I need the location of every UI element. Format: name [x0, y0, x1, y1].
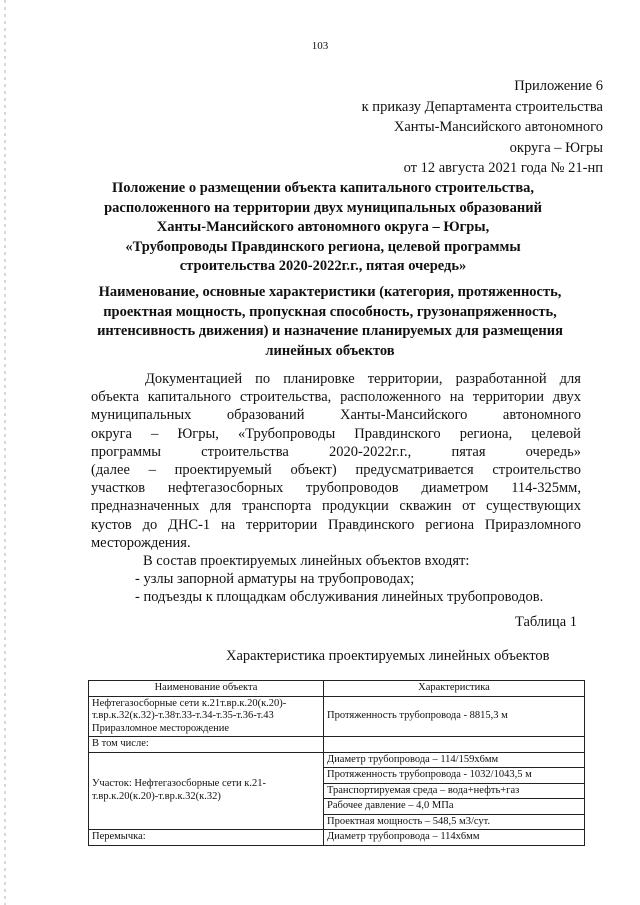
paragraph-word: трубопроводов: [306, 480, 399, 497]
title-line: Положение о размещении объекта капитального строительства,: [111, 180, 535, 196]
paragraph-word: на: [220, 516, 236, 533]
paragraph-line: [91, 479, 581, 497]
paragraph-word: муниципальных: [91, 407, 192, 424]
paragraph-word: диаметром: [421, 480, 489, 497]
table-row: [89, 752, 585, 768]
body-text: [91, 370, 581, 607]
table-cell: Проектная мощность – 548,5 м3/сут.: [324, 814, 585, 830]
paragraph-word: строительство: [492, 462, 581, 479]
paragraph-word: продукции: [321, 498, 389, 515]
paragraph-word: территории: [472, 389, 544, 406]
table-cell: Протяженность трубопровода - 1032/1043,5 м: [324, 768, 585, 784]
paragraph-word: существующих: [486, 498, 581, 515]
appendix-line: Приложение 6: [514, 78, 603, 94]
table-row: [89, 830, 585, 846]
paragraph-word: до: [142, 516, 158, 533]
paragraph-word: региона: [425, 516, 475, 533]
characteristics-table: [88, 680, 585, 846]
paragraph-word: участков: [91, 480, 146, 497]
table-cell: Протяженность трубопровода - 8815,3 м: [324, 696, 585, 737]
paragraph-word: объект): [290, 462, 337, 479]
table-label: Таблица 1: [514, 614, 577, 630]
title-line: строительства 2020-2022г.г., пятая очередь»: [179, 258, 467, 274]
paragraph-word: –: [148, 462, 156, 479]
paragraph-word: двух: [552, 389, 581, 406]
title-line: расположенного на территории двух муниципальных образований: [104, 199, 542, 216]
section-heading: [75, 283, 585, 361]
paragraph-word: 114-325мм,: [511, 480, 581, 497]
paragraph-word: строительства,: [239, 389, 332, 406]
table-cell: В том числе:: [89, 737, 324, 753]
paragraph-word: предназначенных: [91, 498, 200, 515]
paragraph-word: капитального: [147, 389, 232, 406]
paragraph-line: [91, 497, 581, 515]
title-line: Ханты-Мансийского автономного округа – Югры,: [156, 219, 490, 235]
paragraph-word: кустов: [91, 516, 132, 533]
table-cell: Участок: Нефтегазосборные сети к.21-т.вр.к.20(к.20)-т.вр.к.32(к.32): [89, 752, 324, 830]
paragraph-word: для: [559, 371, 581, 387]
table-row: [89, 737, 585, 753]
appendix-line: округа – Югры: [509, 139, 603, 156]
paragraph-line: [91, 443, 581, 461]
paragraph-line: [91, 370, 581, 388]
paragraph-word: округа: [91, 425, 132, 442]
document-title: [78, 179, 568, 277]
paragraph-word: (далее: [91, 462, 130, 479]
paragraph-word: предусматривается: [355, 462, 474, 479]
body-paragraph: [91, 370, 581, 552]
paragraph-word: на: [449, 389, 464, 406]
paragraph-word: Приразломного: [484, 516, 581, 533]
paragraph-word: планировке: [283, 371, 355, 387]
heading-line: проектная мощность, пропускная способность, грузонапряженность,: [103, 303, 557, 320]
title-line: «Трубопроводы Правдинского региона, целевой программы: [125, 238, 521, 255]
paragraph-word: региона,: [459, 425, 513, 442]
table-cell: Перемычка:: [89, 830, 324, 846]
table-cell: Диаметр трубопровода – 114/159х6мм: [324, 752, 585, 768]
heading-line: линейных объектов: [265, 342, 395, 359]
list-intro: В состав проектируемых линейных объектов входят:: [143, 553, 470, 570]
paragraph-line: [91, 461, 581, 479]
paragraph-word: от: [462, 498, 476, 515]
paragraph-word: образований: [226, 407, 305, 424]
paragraph-word: программы: [91, 443, 161, 460]
paragraph-word: Правдинского: [328, 516, 415, 533]
paragraph-word: расположенного: [340, 389, 441, 406]
appendix-line: к приказу Департамента строительства: [361, 98, 603, 115]
table-cell: Нефтегазосборные сети к.21т.вр.к.20(к.20)-т.вр.к.32(к.32)-т.38т.33-т.34-т.35-т.36-т.43 Приразломное месторождение: [89, 696, 324, 737]
table-header-cell: Характеристика: [324, 681, 585, 697]
paragraph-word: автономного: [502, 407, 581, 424]
table-cell: Рабочее давление – 4,0 МПа: [324, 799, 585, 815]
paragraph-line: [91, 406, 581, 424]
paragraph-word: по: [255, 371, 271, 387]
paragraph-word: Ханты-Мансийского: [339, 407, 468, 424]
appendix-line: от 12 августа 2021 года № 21-нп: [403, 160, 603, 176]
paragraph-word: Документацией: [145, 371, 243, 387]
paragraph-word: 2020-2022г.г.,: [328, 443, 412, 460]
table-row: [89, 696, 585, 737]
appendix-line: Ханты-Мансийского автономного: [393, 119, 603, 135]
scan-edge-artifact: [4, 0, 6, 905]
list-item: - подъезды к площадкам обслуживания линейных трубопроводов.: [135, 589, 544, 606]
list-item: - узлы запорной арматуры на трубопроводах;: [135, 571, 415, 588]
paragraph-word: проектируемый: [174, 462, 272, 479]
table-header-cell: Наименование объекта: [89, 681, 324, 697]
table-cell: Транспортируемая среда – вода+нефть+газ: [324, 783, 585, 799]
paragraph-word: ДНС-1: [168, 516, 211, 533]
paragraph-word: транспорта: [241, 498, 312, 515]
paragraph-word: очередь»: [525, 443, 581, 460]
paragraph-word: разработанной: [455, 371, 547, 387]
appendix-header: [303, 76, 603, 179]
paragraph-line: [91, 516, 581, 534]
table-cell: Диаметр трубопровода – 114х6мм: [324, 830, 585, 846]
paragraph-line: [91, 425, 581, 443]
table-caption: Характеристика проектируемых линейных объектов: [226, 648, 550, 664]
paragraph-word: –: [151, 425, 159, 442]
paragraph-word: Югры,: [177, 425, 219, 442]
paragraph-word: территории,: [367, 371, 443, 387]
paragraph-line: [91, 534, 581, 552]
heading-line: Наименование, основные характеристики (категория, протяженность,: [98, 284, 562, 300]
paragraph-word: пятая: [451, 443, 486, 460]
table-cell: [324, 737, 585, 753]
paragraph-word: Правдинского: [354, 425, 441, 442]
paragraph-word: территории: [246, 516, 318, 533]
paragraph-word: для: [210, 498, 232, 515]
heading-line: интенсивность движения) и назначение планируемых для размещения: [97, 323, 563, 339]
page-number: 103: [311, 40, 329, 52]
paragraph-word: объекта: [91, 389, 140, 406]
table-header-row: [89, 681, 585, 697]
paragraph-word: «Трубопроводы: [237, 425, 336, 442]
paragraph-line: [91, 388, 581, 406]
paragraph-word: скважин: [399, 498, 452, 515]
paragraph-word: целевой: [531, 425, 581, 442]
paragraph-text: месторождения.: [91, 534, 191, 551]
paragraph-word: нефтегазосборных: [167, 480, 284, 497]
paragraph-word: строительства: [201, 443, 289, 460]
